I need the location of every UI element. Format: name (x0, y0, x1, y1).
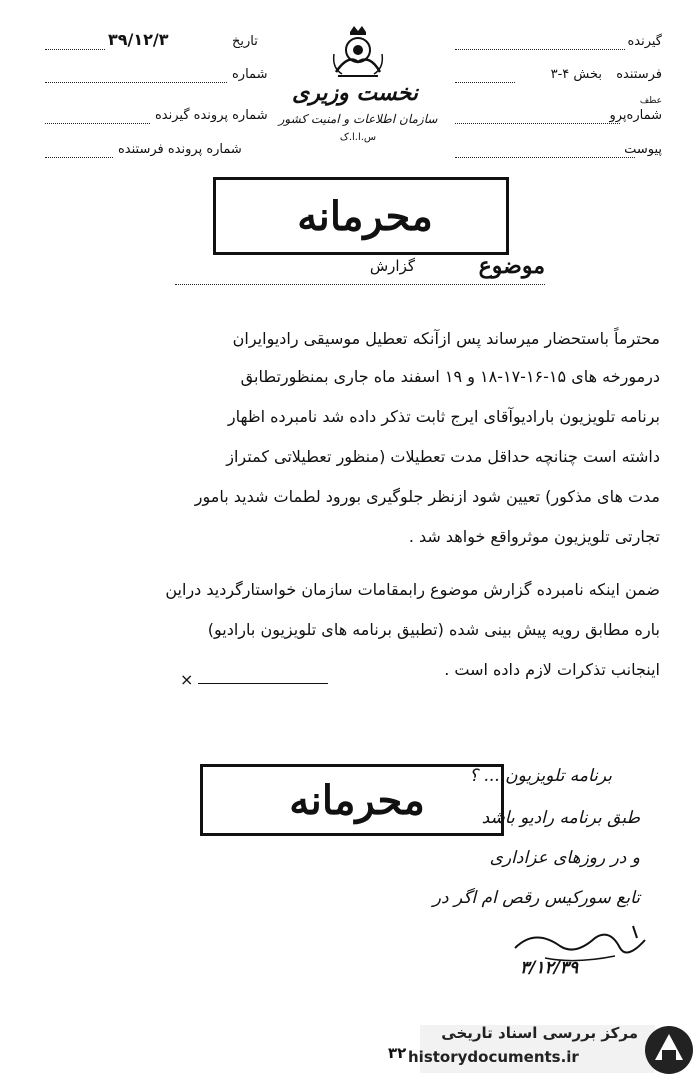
body-line-2: درمورخه های ۱۵-۱۶-۱۷-۱۸ و ۱۹ اسفند ماه جاری بمنظورتطابق (240, 367, 660, 386)
number-label-left: شماره (232, 67, 268, 82)
attachment-line (455, 156, 635, 158)
archive-doc-number: ۳۲ (388, 1044, 407, 1062)
recipient-line (455, 48, 625, 50)
classification-stamp-top-text: محرمانه (297, 193, 433, 240)
handwritten-line-2: طبق برنامه رادیو باشد (481, 808, 640, 828)
sender-value: بخش ۴-۳ (550, 67, 602, 82)
handwritten-line-3: و در روزهای عزاداری (489, 848, 640, 868)
lion-and-sun-emblem-icon (328, 24, 388, 80)
sender-file-line (45, 156, 113, 158)
archive-website: historydocuments.ir (408, 1048, 579, 1066)
body-line-6: تجارتی تلویزیون موثرواقع خواهد شد . (408, 527, 660, 546)
date-value: ۳۹/۱۲/۳ (108, 30, 169, 49)
number-line-right (455, 122, 620, 124)
archive-logo-icon (643, 1024, 695, 1076)
recipient-file-label: شماره پرونده گیرنده (155, 108, 268, 123)
number-label-right: شماره‌پرو (609, 108, 662, 123)
end-rule (198, 683, 328, 684)
subject-line (175, 283, 545, 285)
number-tag: عطف (639, 96, 662, 106)
classification-stamp-bottom-text: محرمانه (289, 777, 425, 824)
sender-file-label: شماره پرونده فرستنده (118, 142, 242, 157)
sender-label: فرستنده (616, 67, 662, 82)
end-mark: × (180, 670, 194, 689)
subject-value: گزارش (369, 257, 415, 275)
handwritten-line-4: تابع سورکیس رقص ام اگر در (432, 888, 640, 908)
body-para2-line-1: ضمن اینکه نامبرده گزارش موضوع رابمقامات سازمان خواستارگردید دراین (165, 580, 660, 599)
recipient-label: گیرنده (627, 34, 662, 49)
subject-label: موضوع (478, 253, 545, 279)
body-line-4: داشته است چنانچه حداقل مدت تعطیلات (منظور تعطیلاتی کمتراز (226, 447, 660, 466)
body-line-5: مدت های مذکور) تعیین شود ازنظر جلوگیری بورود لطمات شدید بامور (194, 487, 660, 506)
attachment-label: پیوست (624, 142, 662, 157)
date-label: تاریخ (232, 34, 258, 49)
org-subtitle: سازمان اطلاعات و امنیت کشور (278, 112, 438, 126)
recipient-file-line (45, 122, 150, 124)
sender-line (455, 81, 515, 83)
org-code: س.ا.ا.ک (339, 132, 377, 143)
number-line-left (45, 81, 227, 83)
body-line-3: برنامه تلویزیون بارادیوآقای ایرج ثابت تذکر داده شد نامبرده اظهار (227, 407, 660, 426)
date-line (45, 48, 105, 50)
body-line-1: محترماً باستحضار میرساند پس ازآنکه تعطیل موسیقی رادیوایران (232, 329, 660, 348)
handwritten-line-1: برنامه تلویزیون ... ؟ (469, 766, 612, 786)
body-para2-line-2: باره مطابق رویه پیش بینی شده (تطبیق برنامه های تلویزیون بارادیو) (207, 620, 660, 639)
body-para2-line-3: اینجانب تذکرات لازم داده است . (444, 660, 660, 679)
org-title: نخست وزیری (292, 80, 418, 106)
handwritten-date: ۳/۱۲/۳۹ (520, 958, 579, 978)
archive-name: مرکز بررسی اسناد تاریخی (441, 1024, 638, 1042)
